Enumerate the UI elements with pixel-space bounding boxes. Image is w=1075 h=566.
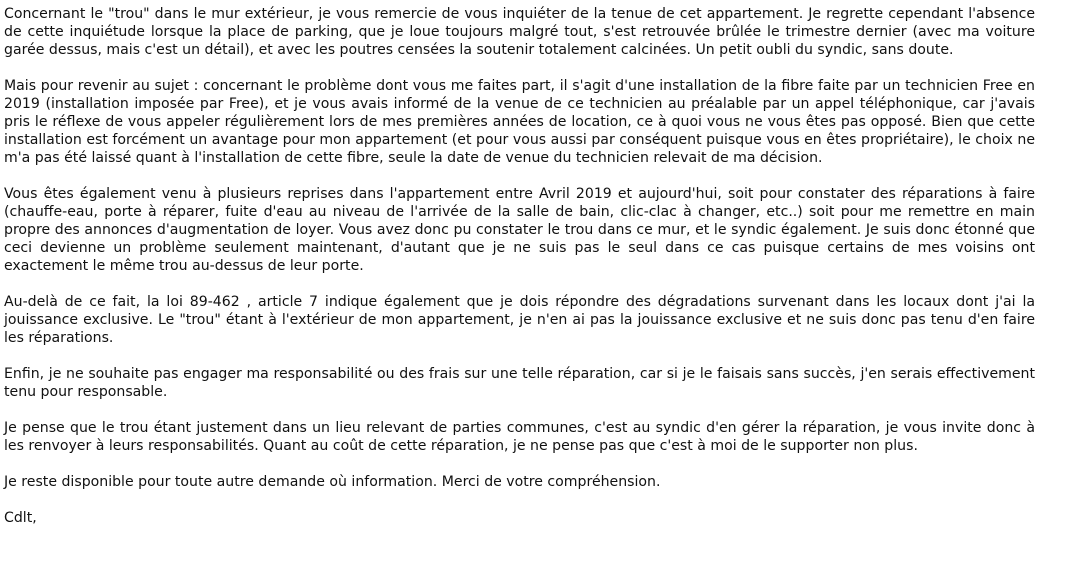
paragraph-responsibility: Enfin, je ne souhaite pas engager ma responsabilité ou des frais sur une telle réparation, car si je le faisais sans succès, j'en serais effectivement tenu pour responsable. xyxy=(4,366,1035,400)
paragraph-common-areas: Je pense que le trou étant justement dans un lieu relevant de parties communes, c'est au syndic d'en gérer la réparation, je vous invite donc à les renvoyer à leurs responsabilités. Quant au coût de cette réparation, je ne pense pas que c'est à moi de le supporter non plus. xyxy=(4,420,1035,454)
paragraph-parking-fire: Concernant le "trou" dans le mur extérieur, je vous remercie de vous inquiéter de la tenue de cet appartement. Je regrette cependant l'absence de cette inquiétude lorsque la place de parking, que je loue toujours malgré tout, s'est retrouvée brûlée le trimestre dernier (avec ma voiture garée dessus, mais c'est un détail), et avec les poutres censées la soutenir totalement calcinées. Un petit oubli du syndic, sans doute. xyxy=(4,6,1035,58)
paragraph-closing: Je reste disponible pour toute autre demande où information. Merci de votre compréhension. xyxy=(4,474,661,490)
paragraph-law-article: Au-delà de ce fait, la loi 89-462 , article 7 indique également que je dois répondre des dégradations survenant dans les locaux dont j'ai la jouissance exclusive. Le "trou" étant à l'extérieur de mon appartement, je n'en ai pas la jouissance exclusive et ne suis donc pas tenu d'en faire les réparations. xyxy=(4,294,1035,346)
signature-greeting: Cdlt, xyxy=(4,510,37,526)
paragraph-fiber-installation: Mais pour revenir au sujet : concernant le problème dont vous me faites part, il s'agit d'une installation de la fibre faite par un technicien Free en 2019 (installation imposée par Free), et je vous avais informé de la venue de ce technicien au préalable par un appel téléphonique, car j'avais pris le réflexe de vous appeler régulièrement lors de mes premières années de location, ce à quoi vous ne vous êtes pas opposé. Bien que cette installation est forcément un avantage pour mon appartement (et pour vous aussi par conséquent puisque vous en êtes propriétaire), le choix ne m'a pas été laissé quant à l'installation de cette fibre, seule la date de venue du technicien relevait de ma décision. xyxy=(4,78,1035,166)
paragraph-landlord-visits: Vous êtes également venu à plusieurs reprises dans l'appartement entre Avril 2019 et aujourd'hui, soit pour constater des réparations à faire (chauffe-eau, porte à réparer, fuite d'eau au niveau de l'arrivée de la salle de bain, clic-clac à changer, etc..) soit pour me remettre en main propre des annonces d'augmentation de loyer. Vous avez donc pu constater le trou dans ce mur, et le syndic également. Je suis donc étonné que ceci devienne un problème seulement maintenant, d'autant que je ne suis pas le seul dans ce cas puisque certains de mes voisins ont exactement le même trou au-dessus de leur porte. xyxy=(4,186,1035,274)
